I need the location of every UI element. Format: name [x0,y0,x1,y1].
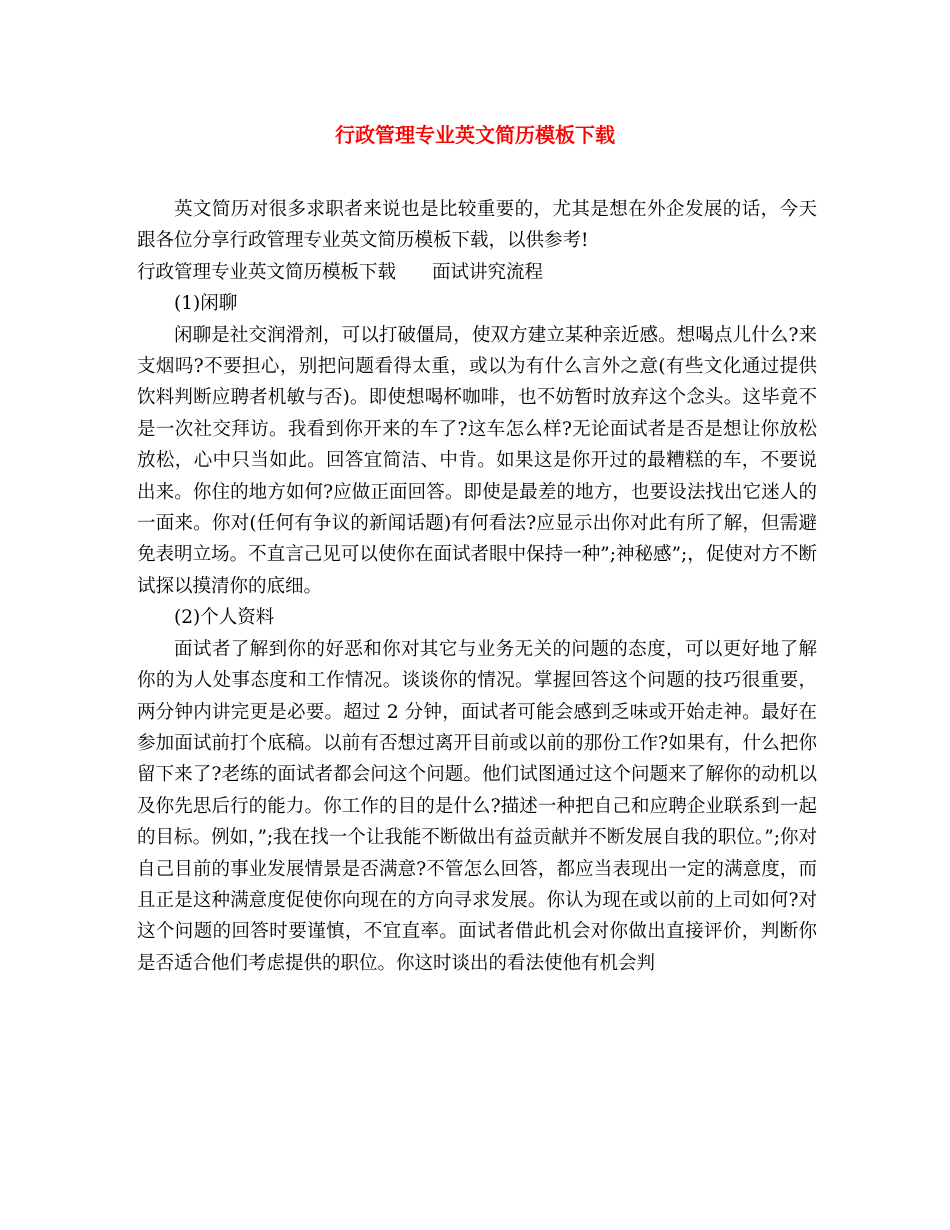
section2-paragraph: 面试者了解到你的好恶和你对其它与业务无关的问题的态度，可以更好地了解你的为人处事态度和工作情况。谈谈你的情况。掌握回答这个问题的技巧很重要，两分钟内讲完更是必要。超过 2 分钟，面试者可能会感到乏味或开始走神。最好在参加面试前打个底稿。以前有否想过离开目前或以前的那份工作?如果有，什么把你留下来了?老练的面试者都会问这个问题。他们试图通过这个问题来了解你的动机以及你先思后行的能力。你工作的目的是什么?描述一种把自己和应聘企业联系到一起的目标。例如，”;我在找一个让我能不断做出有益贡献并不断发展自我的职位。”;你对自己目前的事业发展情景是否满意?不管怎么回答，都应当表现出一定的满意度，而且正是这种满意度促使你向现在的方向寻求发展。你认为现在或以前的上司如何?对这个问题的回答时要谨慎，不宜直率。面试者借此机会对你做出直接评价，判断你是否适合他们考虑提供的职位。你这时谈出的看法使他有机会判 [137,638,817,974]
intro-paragraph: 英文简历对很多求职者来说也是比较重要的，尤其是想在外企发展的话，今天跟各位分享行政管理专业英文简历模板下载，以供参考! [137,199,817,252]
document-title: 行政管理专业英文简历模板下载 [335,123,615,147]
heading-line-left: 行政管理专业英文简历模板下载 [137,261,397,283]
section2-heading [137,602,817,633]
section2-heading-text: (2)个人资料 [174,607,275,629]
heading-line [137,257,817,288]
section1-paragraph: 闲聊是社交润滑剂，可以打破僵局，使双方建立某种亲近感。想喝点儿什么?来支烟吗?不要担心，别把问题看得太重，或以为有什么言外之意(有些文化通过提供饮料判断应聘者机敏与否)。即使想喝杯咖啡，也不妨暂时放弃这个念头。这毕竟不是一次社交拜访。我看到你开来的车了?这车怎么样?无论面试者是否是想让你放松放松，心中只当如此。回答宜简洁、中肯。如果这是你开过的最糟糕的车，不要说出来。你住的地方如何?应做正面回答。即使是最差的地方，也要设法找出它迷人的一面来。你对(任何有争议的新闻话题)有何看法?应显示出你对此有所了解，但需避免表明立场。不直言己见可以使你在面试者眼中保持一种”;神秘感”;，促使对方不断试探以摸清你的底细。 [137,324,817,597]
document-body [137,194,817,979]
heading-line-right: 面试讲究流程 [432,261,544,283]
section1-heading-text: (1)闲聊 [174,293,238,315]
section1-heading [137,288,817,319]
